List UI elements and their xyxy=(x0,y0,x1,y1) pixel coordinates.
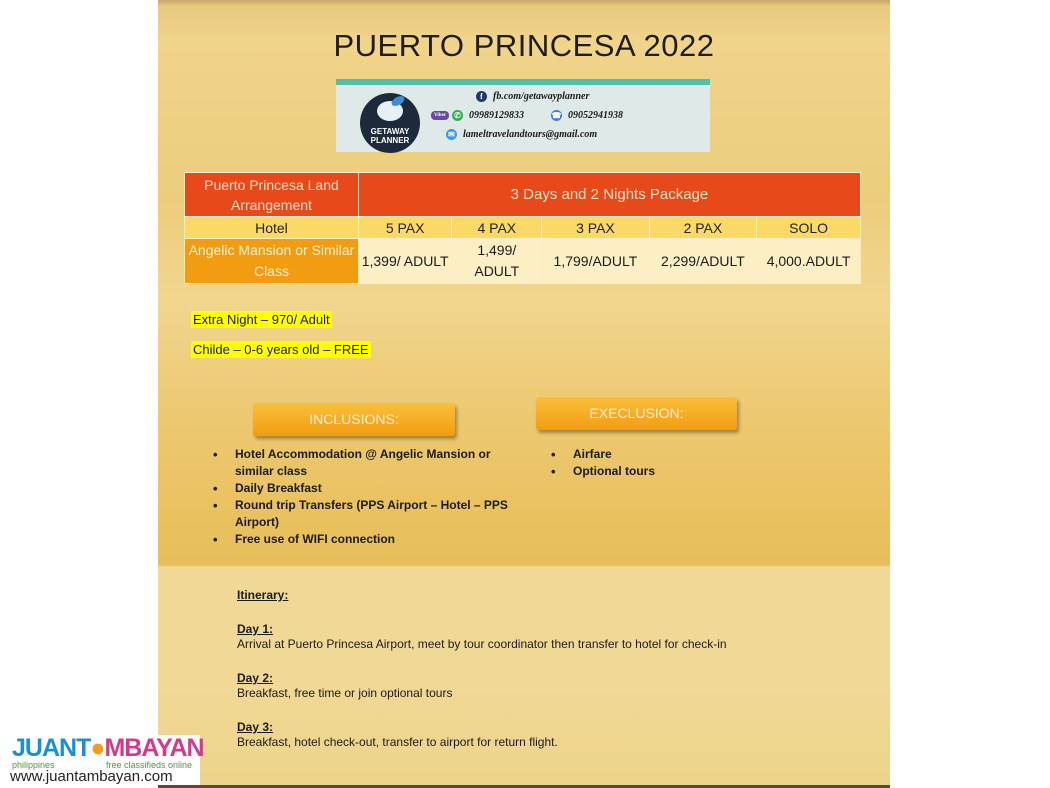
brand-part-1: JUAN xyxy=(12,734,77,762)
table-subheader-row xyxy=(185,217,861,239)
tag-right: free classifieds online xyxy=(105,760,192,770)
column-4-pax: 4 PAX xyxy=(452,217,542,239)
page-title: PUERTO PRINCESA 2022 xyxy=(333,28,715,63)
exclusion-item: • Optional tours xyxy=(551,463,751,480)
extra-night-note: Extra Night – 970/ Adult xyxy=(193,312,330,327)
flyer-page xyxy=(158,0,890,788)
airplane-globe-icon xyxy=(377,101,403,121)
email-link[interactable]: lameltravelandtours@gmail.com xyxy=(463,129,598,140)
phone-icon: ☎ xyxy=(551,111,562,121)
day-1-label: Day 1: xyxy=(237,622,274,636)
exclusions-list xyxy=(551,446,751,480)
phone-number-1: 09989129833 xyxy=(469,110,524,121)
juantambayan-watermark xyxy=(10,734,204,785)
column-3-pax: 3 PAX xyxy=(542,217,649,239)
inclusions-header: INCLUSIONS: xyxy=(253,403,455,436)
price-2-pax: 2,299/ADULT xyxy=(649,239,756,284)
logo-text: GETAWAY PLANNER xyxy=(370,127,410,145)
price-table xyxy=(184,172,861,284)
day-2-text: Breakfast, free time or join optional tours xyxy=(237,686,453,700)
inclusion-item: • Round trip Transfers (PPS Airport – Hotel – PPS Airport) xyxy=(213,497,513,531)
brand-part-3: MBAYAN xyxy=(104,734,204,762)
child-policy-note: Childe – 0-6 years old – FREE xyxy=(193,342,369,357)
price-5-pax: 1,399/ ADULT xyxy=(358,239,451,284)
phone-number-2: 09052941938 xyxy=(568,110,623,121)
price-4-pax: 1,499/ ADULT xyxy=(452,239,542,284)
hotel-name-cell: Angelic Mansion or Similar Class xyxy=(185,239,359,284)
contact-banner xyxy=(336,79,710,152)
inclusions-list xyxy=(213,446,513,548)
inclusion-item: • Free use of WIFI connection xyxy=(213,531,513,548)
email-row xyxy=(446,129,597,140)
day-3-label: Day 3: xyxy=(237,720,274,734)
table-header-row xyxy=(185,173,861,217)
day-1-text: Arrival at Puerto Princesa Airport, meet by tour coordinator then transfer to hotel for check-in xyxy=(237,637,727,651)
whatsapp-icon: ✆ xyxy=(452,110,463,121)
brand-part-2: T xyxy=(76,734,91,762)
facebook-icon: f xyxy=(476,91,487,102)
facebook-link[interactable]: fb.com/getawayplanner xyxy=(493,91,590,102)
column-hotel: Hotel xyxy=(185,217,359,239)
inclusion-item: • Daily Breakfast xyxy=(213,480,513,497)
day-3-text: Breakfast, hotel check-out, transfer to airport for return flight. xyxy=(237,735,558,749)
watermark-brand xyxy=(12,735,204,761)
inclusion-item: • Hotel Accommodation @ Angelic Mansion or similar class xyxy=(213,446,513,480)
facebook-row xyxy=(476,91,589,102)
viber-icon: Viber xyxy=(431,111,449,120)
day-2-label: Day 2: xyxy=(237,671,274,685)
price-3-pax: 1,799/ADULT xyxy=(542,239,649,284)
watermark-url: www.juantambayan.com xyxy=(10,768,173,785)
exclusion-item: • Airfare xyxy=(551,446,751,463)
column-2-pax: 2 PAX xyxy=(649,217,756,239)
exclusions-header: EXECLUSION: xyxy=(536,397,737,430)
tag-left: philippines xyxy=(12,760,55,770)
phone-row xyxy=(431,110,623,121)
getaway-planner-logo xyxy=(360,93,420,153)
table-row xyxy=(185,239,861,284)
column-solo: SOLO xyxy=(757,217,861,239)
header-package: 3 Days and 2 Nights Package xyxy=(358,173,860,217)
price-solo: 4,000.ADULT xyxy=(757,239,861,284)
mascot-icon: ● xyxy=(90,734,105,762)
header-land-arrangement: Puerto Princesa Land Arrangement xyxy=(185,173,359,217)
mail-icon: ✉ xyxy=(446,129,457,140)
column-5-pax: 5 PAX xyxy=(358,217,451,239)
itinerary-heading: Itinerary: xyxy=(237,588,289,602)
